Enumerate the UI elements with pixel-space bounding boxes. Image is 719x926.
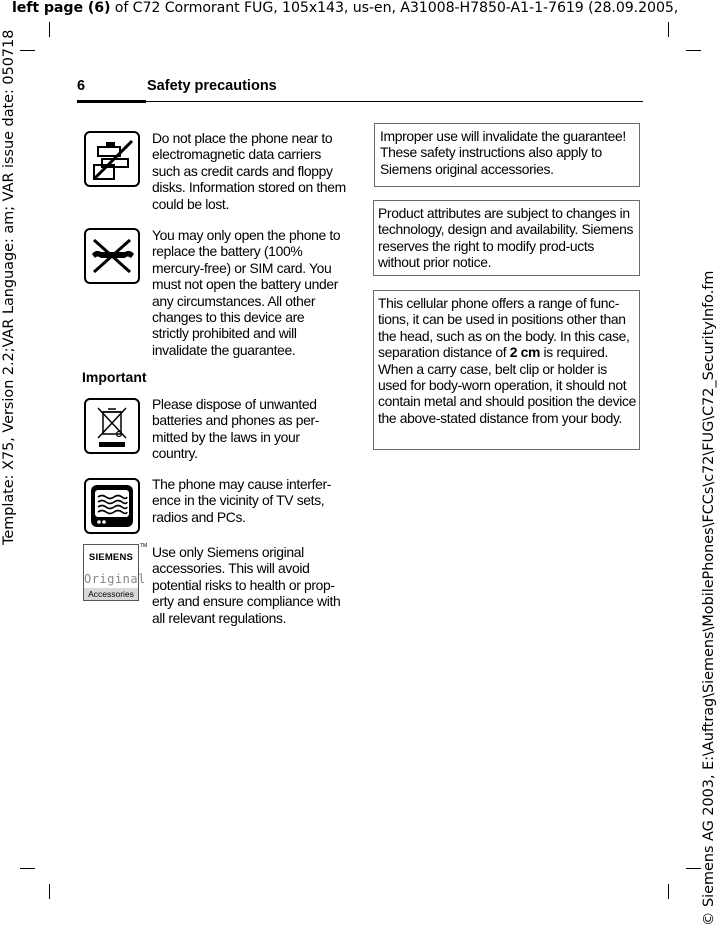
product-attributes-note: Product attributes are subject to changes in technology, design and availability. Siemens reserves the right to modify prod-ucts without prior notice.: [373, 200, 640, 276]
print-info-page: left page (6): [12, 0, 111, 16]
logo-brand: SIEMENS: [88, 552, 134, 563]
crop-mark: [686, 868, 701, 869]
logo-original: Original: [84, 572, 146, 586]
no-tools-icon: [84, 228, 140, 284]
tv-interference-icon: [84, 478, 140, 534]
sar-distance: 2 cm: [509, 344, 540, 361]
copyright-info-vertical: [700, 262, 718, 926]
crop-mark: [668, 22, 669, 37]
sar-note-text-1: This cellular phone offers a range of func-tions, it can be used in positions other than the head, such as on the body. In this case, separation distance of: [378, 295, 630, 361]
important-heading: Important: [82, 369, 147, 385]
page-number: 6: [77, 78, 86, 94]
original-accessories-text: Use only Siemens original accessories. This will avoid potential risks to health or prop-erty and ensure compliance with all relevant regulations.: [152, 544, 341, 626]
header-rule: [146, 101, 643, 102]
template-info-vertical: [0, 28, 18, 548]
crop-mark: [20, 50, 35, 51]
sar-note-text-2: is required. When a carry case, belt clip or holder is used for body-worn operation, it should not contain metal and should position the device the above-stated distance from your body.: [378, 344, 636, 426]
print-info-details: of C72 Cormorant FUG, 105x143, us-en, A31008-H7850-A1-1-7619 (28.09.2005,: [110, 0, 679, 16]
magnetic-media-warning-text: Do not place the phone near to electromagnetic data carriers such as credit cards and floppy disks. Information stored on them could be lost.: [152, 130, 346, 212]
print-info-line: [12, 0, 678, 16]
trademark-mark: TM: [140, 543, 148, 549]
tv-interference-text: The phone may cause interfer-ence in the vicinity of TV sets, radios and PCs.: [152, 476, 332, 525]
magnetic-media-prohibited-icon: [84, 131, 140, 187]
copyright-info-text: © Siemens AG 2003, E:\Auftrag\Siemens\MobilePhones\FCCs\c72\FUG\C72_SecurityInfo.fm: [701, 270, 717, 926]
template-info-text: Template: X75, Version 2.2;VAR Language: am; VAR issue date: 050718: [1, 29, 17, 545]
header-rule-thick: [77, 100, 146, 103]
crop-mark: [49, 22, 50, 37]
logo-accessories: Accessories: [88, 589, 134, 599]
crop-mark: [686, 50, 701, 51]
sar-note: [373, 290, 640, 450]
disposal-text: Please dispose of unwanted batteries and phones as per-mitted by the laws in your country.: [152, 396, 320, 462]
guarantee-note: Improper use will invalidate the guarantee! These safety instructions also apply to Siemens original accessories.: [374, 123, 640, 187]
crop-mark: [20, 868, 35, 869]
crop-mark: [49, 884, 50, 899]
opening-phone-warning-text: You may only open the phone to replace the battery (100% mercury-free) or SIM card. You must not open the battery under any circumstances. All other changes to this device are strictly prohibited and will invalidate the guarantee.: [152, 227, 341, 358]
crossed-out-bin-icon: [84, 398, 140, 454]
crop-mark: [668, 884, 669, 899]
page-title: Safety precautions: [147, 78, 277, 94]
